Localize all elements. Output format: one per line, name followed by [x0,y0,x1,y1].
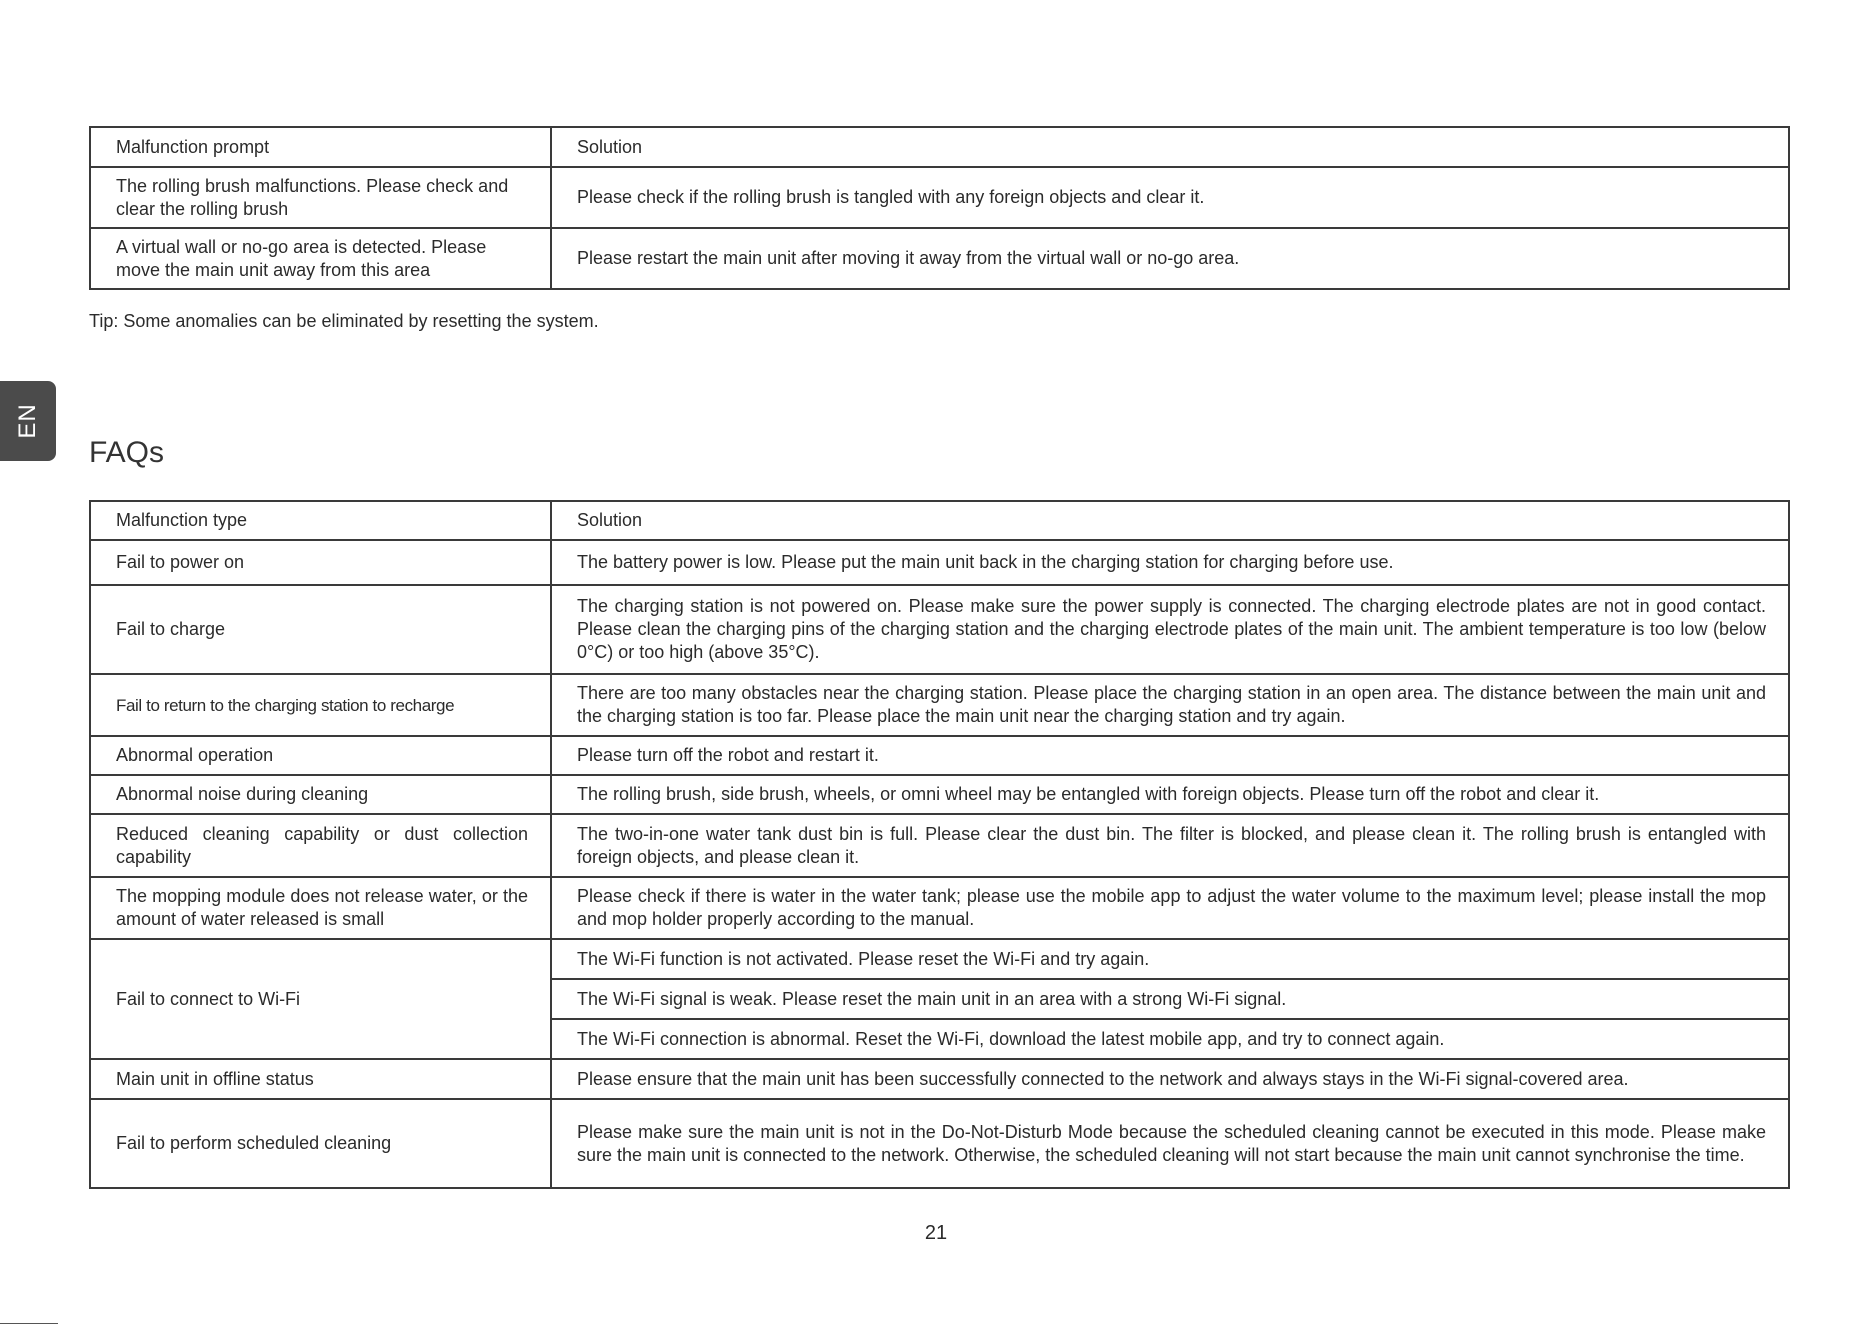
malfunction-prompt-cell: The rolling brush malfunctions. Please check and clear the rolling brush [90,167,551,228]
column-header: Solution [551,501,1789,540]
table-row [90,167,1789,228]
table-row [90,877,1789,939]
table-row [90,1099,1789,1188]
solution-cell: Please check if there is water in the water tank; please use the mobile app to adjust the water volume to the maximum level; please install the mop and mop holder properly according to the manual. [551,877,1789,939]
malfunction-type-cell: Abnormal operation [90,736,551,775]
column-header: Malfunction type [90,501,551,540]
malfunction-type-cell: Fail to perform scheduled cleaning [90,1099,551,1188]
solution-cell: The Wi-Fi function is not activated. Please reset the Wi-Fi and try again. [551,939,1789,979]
solution-cell: Please turn off the robot and restart it. [551,736,1789,775]
solution-cell: The two-in-one water tank dust bin is full. Please clear the dust bin. The filter is blocked, and please clean it. The rolling brush is entangled with foreign objects, and please clean it. [551,814,1789,877]
language-tab [0,381,56,461]
solution-cell: The rolling brush, side brush, wheels, or omni wheel may be entangled with foreign objects. Please turn off the robot and clear it. [551,775,1789,814]
solution-cell: The charging station is not powered on. Please make sure the power supply is connected. The charging electrode plates are not in good contact. Please clean the charging pins of the charging station and the charging electrode plates of the main unit. The ambient temperature is too low (below 0°C) or too high (above 35°C). [551,585,1789,674]
solution-cell: Please check if the rolling brush is tangled with any foreign objects and clear it. [551,167,1789,228]
malfunction-type-cell: Main unit in offline status [90,1059,551,1099]
solution-cell: Please make sure the main unit is not in the Do-Not-Disturb Mode because the scheduled cleaning cannot be executed in this mode. Please make sure the main unit is connected to the network. Otherwise, the scheduled cleaning will not start because the main unit cannot synchronise the time. [551,1099,1789,1188]
table-row [90,736,1789,775]
malfunction-prompt-cell: A virtual wall or no-go area is detected. Please move the main unit away from this area [90,228,551,289]
table-row [90,814,1789,877]
tip-text: Tip: Some anomalies can be eliminated by resetting the system. [89,311,599,331]
column-header: Malfunction prompt [90,127,551,167]
solution-cell: The Wi-Fi connection is abnormal. Reset the Wi-Fi, download the latest mobile app, and try to connect again. [551,1019,1789,1059]
faq-table [89,500,1790,1189]
malfunction-type-cell: Abnormal noise during cleaning [90,775,551,814]
table-row [90,674,1789,736]
table-header-row [90,501,1789,540]
malfunction-type-cell: Fail to charge [90,585,551,674]
table-row [90,228,1789,289]
table-row [90,540,1789,585]
malfunction-type-cell: Fail to return to the charging station to recharge [90,674,551,736]
malfunction-type-cell: Fail to connect to Wi-Fi [90,939,551,1059]
malfunction-type-cell: The mopping module does not release water, or the amount of water released is small [90,877,551,939]
table-row [90,1059,1789,1099]
column-header: Solution [551,127,1789,167]
solution-cell: The battery power is low. Please put the main unit back in the charging station for charging before use. [551,540,1789,585]
table-row [90,775,1789,814]
malfunction-prompt-table [89,126,1790,290]
malfunction-type-cell: Fail to power on [90,540,551,585]
solution-cell: Please restart the main unit after moving it away from the virtual wall or no-go area. [551,228,1789,289]
solution-cell: The Wi-Fi signal is weak. Please reset the main unit in an area with a strong Wi-Fi signal. [551,979,1789,1019]
table-row [90,939,1789,979]
faq-title: FAQs [89,436,165,469]
page-number: 21 [924,1222,948,1244]
table-row [90,585,1789,674]
solution-cell: Please ensure that the main unit has been successfully connected to the network and always stays in the Wi-Fi signal-covered area. [551,1059,1789,1099]
language-tab-label: EN [14,403,41,439]
table-header-row [90,127,1789,167]
solution-cell: There are too many obstacles near the charging station. Please place the charging station in an open area. The distance between the main unit and the charging station is too far. Please place the main unit near the charging station and try again. [551,674,1789,736]
malfunction-type-cell: Reduced cleaning capability or dust collection capability [90,814,551,877]
